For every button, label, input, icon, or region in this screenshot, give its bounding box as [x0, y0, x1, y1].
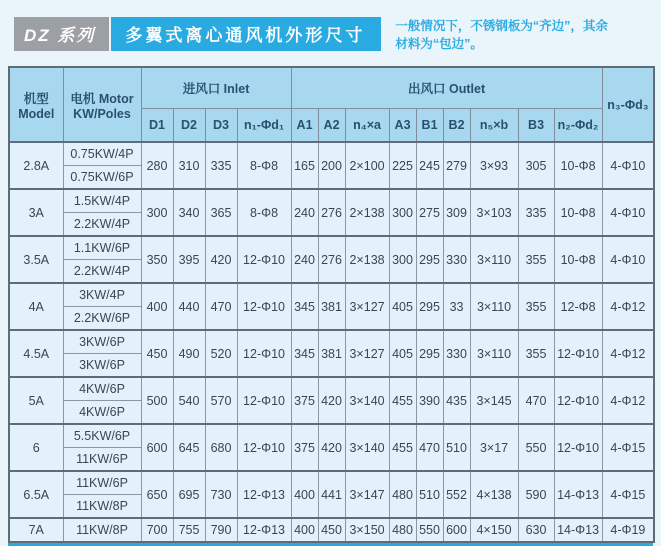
n3-value-cell: 4-Φ15 [602, 471, 654, 518]
outlet-value-cell: 3×145 [470, 377, 518, 424]
col-group-inlet: 进风口 Inlet [141, 67, 291, 109]
inlet-value-cell: 12-Φ10 [237, 236, 291, 283]
inlet-value-cell: 645 [173, 424, 205, 471]
col-header-motor-cn: 电机 Motor [70, 91, 134, 106]
motor-cell: 3KW/6P [63, 330, 141, 354]
outlet-value-cell: 420 [318, 377, 345, 424]
outlet-value-cell: 375 [291, 377, 318, 424]
table-row [9, 236, 654, 260]
col-group-outlet: 出风口 Outlet [291, 67, 602, 109]
outlet-value-cell: 14-Φ13 [554, 518, 602, 542]
outlet-value-cell: 3×110 [470, 283, 518, 330]
n3-value-cell: 4-Φ12 [602, 283, 654, 330]
inlet-value-cell: 350 [141, 236, 173, 283]
outlet-value-cell: 295 [416, 283, 443, 330]
inlet-value-cell: 755 [173, 518, 205, 542]
outlet-value-cell: 400 [291, 518, 318, 542]
table-row [9, 424, 654, 448]
outlet-value-cell: 2×138 [345, 189, 389, 236]
n3-value-cell: 4-Φ15 [602, 424, 654, 471]
material-note [395, 17, 608, 53]
model-cell: 5A [9, 377, 63, 424]
inlet-value-cell: 400 [141, 283, 173, 330]
motor-cell: 11KW/6P [63, 471, 141, 495]
outlet-value-cell: 3×150 [345, 518, 389, 542]
inlet-value-cell: 700 [141, 518, 173, 542]
outlet-value-cell: 279 [443, 142, 470, 189]
outlet-value-cell: 480 [389, 471, 416, 518]
outlet-value-cell: 295 [416, 330, 443, 377]
motor-cell: 5.5KW/6P [63, 424, 141, 448]
model-cell: 3.5A [9, 236, 63, 283]
inlet-value-cell: 12-Φ10 [237, 330, 291, 377]
outlet-value-cell: 375 [291, 424, 318, 471]
table-row [9, 283, 654, 307]
inlet-value-cell: 420 [205, 236, 237, 283]
outlet-value-cell: 3×93 [470, 142, 518, 189]
model-cell: 7A [9, 518, 63, 542]
table-row [9, 377, 654, 401]
motor-cell: 0.75KW/4P [63, 142, 141, 166]
outlet-value-cell: 335 [518, 189, 554, 236]
inlet-value-cell: 12-Φ13 [237, 471, 291, 518]
model-cell: 4A [9, 283, 63, 330]
page-header [0, 0, 661, 53]
outlet-value-cell: 480 [389, 518, 416, 542]
col-header-model [9, 67, 63, 142]
outlet-value-cell: 630 [518, 518, 554, 542]
outlet-value-cell: 435 [443, 377, 470, 424]
outlet-value-cell: 330 [443, 330, 470, 377]
col-header-b2: B2 [443, 109, 470, 143]
table-body [9, 142, 654, 542]
n3-value-cell: 4-Φ19 [602, 518, 654, 542]
inlet-value-cell: 540 [173, 377, 205, 424]
outlet-value-cell: 470 [416, 424, 443, 471]
col-header-d1: D1 [141, 109, 173, 143]
outlet-value-cell: 420 [318, 424, 345, 471]
outlet-value-cell: 455 [389, 377, 416, 424]
col-header-b1: B1 [416, 109, 443, 143]
outlet-value-cell: 240 [291, 189, 318, 236]
outlet-value-cell: 355 [518, 330, 554, 377]
outlet-value-cell: 355 [518, 236, 554, 283]
outlet-value-cell: 550 [416, 518, 443, 542]
motor-cell: 11KW/8P [63, 518, 141, 542]
model-cell: 6 [9, 424, 63, 471]
outlet-value-cell: 295 [416, 236, 443, 283]
outlet-value-cell: 3×140 [345, 377, 389, 424]
inlet-value-cell: 8-Φ8 [237, 189, 291, 236]
inlet-value-cell: 570 [205, 377, 237, 424]
col-header-b3: B3 [518, 109, 554, 143]
inlet-value-cell: 12-Φ10 [237, 377, 291, 424]
n3-value-cell: 4-Φ12 [602, 377, 654, 424]
outlet-value-cell: 441 [318, 471, 345, 518]
table-row [9, 518, 654, 542]
outlet-value-cell: 345 [291, 283, 318, 330]
col-header-n1: n₁-Φd₁ [237, 109, 291, 143]
outlet-value-cell: 3×103 [470, 189, 518, 236]
inlet-value-cell: 695 [173, 471, 205, 518]
inlet-value-cell: 335 [205, 142, 237, 189]
motor-cell: 1.5KW/4P [63, 189, 141, 213]
outlet-value-cell: 3×110 [470, 330, 518, 377]
inlet-value-cell: 12-Φ10 [237, 424, 291, 471]
n3-value-cell: 4-Φ10 [602, 236, 654, 283]
outlet-value-cell: 276 [318, 189, 345, 236]
motor-cell: 4KW/6P [63, 377, 141, 401]
col-header-n5b: n₅×b [470, 109, 518, 143]
inlet-value-cell: 395 [173, 236, 205, 283]
inlet-value-cell: 470 [205, 283, 237, 330]
inlet-value-cell: 440 [173, 283, 205, 330]
outlet-value-cell: 12-Φ10 [554, 424, 602, 471]
outlet-value-cell: 381 [318, 283, 345, 330]
table-row [9, 189, 654, 213]
inlet-value-cell: 650 [141, 471, 173, 518]
n3-value-cell: 4-Φ10 [602, 189, 654, 236]
outlet-value-cell: 4×138 [470, 471, 518, 518]
outlet-value-cell: 10-Φ8 [554, 189, 602, 236]
n3-value-cell: 4-Φ10 [602, 142, 654, 189]
inlet-value-cell: 365 [205, 189, 237, 236]
outlet-value-cell: 300 [389, 189, 416, 236]
col-header-model-cn: 机型 [23, 91, 49, 106]
motor-cell: 11KW/6P [63, 448, 141, 472]
inlet-value-cell: 600 [141, 424, 173, 471]
outlet-value-cell: 225 [389, 142, 416, 189]
outlet-value-cell: 330 [443, 236, 470, 283]
inlet-value-cell: 520 [205, 330, 237, 377]
outlet-value-cell: 10-Φ8 [554, 236, 602, 283]
outlet-value-cell: 510 [443, 424, 470, 471]
inlet-value-cell: 500 [141, 377, 173, 424]
outlet-value-cell: 550 [518, 424, 554, 471]
outlet-value-cell: 10-Φ8 [554, 142, 602, 189]
outlet-value-cell: 381 [318, 330, 345, 377]
col-header-n3: n₃-Φd₃ [602, 67, 654, 142]
outlet-value-cell: 165 [291, 142, 318, 189]
outlet-value-cell: 200 [318, 142, 345, 189]
outlet-value-cell: 14-Φ13 [554, 471, 602, 518]
motor-cell: 3KW/4P [63, 283, 141, 307]
motor-cell: 2.2KW/4P [63, 260, 141, 284]
outlet-value-cell: 275 [416, 189, 443, 236]
n3-value-cell: 4-Φ12 [602, 330, 654, 377]
outlet-value-cell: 355 [518, 283, 554, 330]
col-header-a2: A2 [318, 109, 345, 143]
col-header-n2: n₂-Φd₂ [554, 109, 602, 143]
outlet-value-cell: 33 [443, 283, 470, 330]
outlet-value-cell: 600 [443, 518, 470, 542]
outlet-value-cell: 390 [416, 377, 443, 424]
motor-cell: 3KW/6P [63, 354, 141, 378]
col-header-motor-en: KW/Poles [73, 106, 131, 121]
outlet-value-cell: 552 [443, 471, 470, 518]
outlet-value-cell: 245 [416, 142, 443, 189]
outlet-value-cell: 305 [518, 142, 554, 189]
table-row [9, 330, 654, 354]
outlet-value-cell: 4×150 [470, 518, 518, 542]
outlet-value-cell: 3×127 [345, 283, 389, 330]
motor-cell: 2.2KW/4P [63, 213, 141, 237]
inlet-value-cell: 680 [205, 424, 237, 471]
outlet-value-cell: 300 [389, 236, 416, 283]
model-cell: 4.5A [9, 330, 63, 377]
inlet-value-cell: 8-Φ8 [237, 142, 291, 189]
dimension-table [8, 66, 655, 543]
outlet-value-cell: 276 [318, 236, 345, 283]
outlet-value-cell: 3×110 [470, 236, 518, 283]
motor-cell: 0.75KW/6P [63, 166, 141, 190]
outlet-value-cell: 345 [291, 330, 318, 377]
outlet-value-cell: 455 [389, 424, 416, 471]
col-header-model-en: Model [18, 106, 55, 121]
outlet-value-cell: 12-Φ10 [554, 330, 602, 377]
outlet-value-cell: 510 [416, 471, 443, 518]
motor-cell: 2.2KW/6P [63, 307, 141, 331]
inlet-value-cell: 730 [205, 471, 237, 518]
motor-cell: 4KW/6P [63, 401, 141, 425]
outlet-value-cell: 2×138 [345, 236, 389, 283]
table-header [9, 67, 654, 142]
outlet-value-cell: 12-Φ8 [554, 283, 602, 330]
inlet-value-cell: 300 [141, 189, 173, 236]
motor-cell: 11KW/8P [63, 495, 141, 519]
outlet-value-cell: 450 [318, 518, 345, 542]
outlet-value-cell: 400 [291, 471, 318, 518]
inlet-value-cell: 790 [205, 518, 237, 542]
table-row [9, 471, 654, 495]
outlet-value-cell: 309 [443, 189, 470, 236]
col-header-a1: A1 [291, 109, 318, 143]
inlet-value-cell: 12-Φ10 [237, 283, 291, 330]
outlet-value-cell: 240 [291, 236, 318, 283]
page-title: 多翼式离心通风机外形尺寸 [111, 17, 381, 51]
model-cell: 6.5A [9, 471, 63, 518]
outlet-value-cell: 3×147 [345, 471, 389, 518]
inlet-value-cell: 450 [141, 330, 173, 377]
col-header-a3: A3 [389, 109, 416, 143]
material-note-line1: 一般情况下，不锈钢板为“齐边”，其余 [395, 19, 608, 33]
col-header-d3: D3 [205, 109, 237, 143]
series-badge: DZ 系列 [14, 17, 109, 51]
inlet-value-cell: 280 [141, 142, 173, 189]
dimension-table-wrap [8, 66, 653, 543]
outlet-value-cell: 12-Φ10 [554, 377, 602, 424]
inlet-value-cell: 340 [173, 189, 205, 236]
outlet-value-cell: 405 [389, 330, 416, 377]
outlet-value-cell: 590 [518, 471, 554, 518]
motor-cell: 1.1KW/6P [63, 236, 141, 260]
model-cell: 3A [9, 189, 63, 236]
inlet-value-cell: 490 [173, 330, 205, 377]
outlet-value-cell: 3×140 [345, 424, 389, 471]
col-header-d2: D2 [173, 109, 205, 143]
col-header-n4a: n₄×a [345, 109, 389, 143]
inlet-value-cell: 12-Φ13 [237, 518, 291, 542]
outlet-value-cell: 3×127 [345, 330, 389, 377]
inlet-value-cell: 310 [173, 142, 205, 189]
outlet-value-cell: 405 [389, 283, 416, 330]
outlet-value-cell: 470 [518, 377, 554, 424]
outlet-value-cell: 2×100 [345, 142, 389, 189]
col-header-motor [63, 67, 141, 142]
model-cell: 2.8A [9, 142, 63, 189]
outlet-value-cell: 3×17 [470, 424, 518, 471]
material-note-line2: 材料为“包边”。 [395, 36, 483, 51]
table-row [9, 142, 654, 166]
